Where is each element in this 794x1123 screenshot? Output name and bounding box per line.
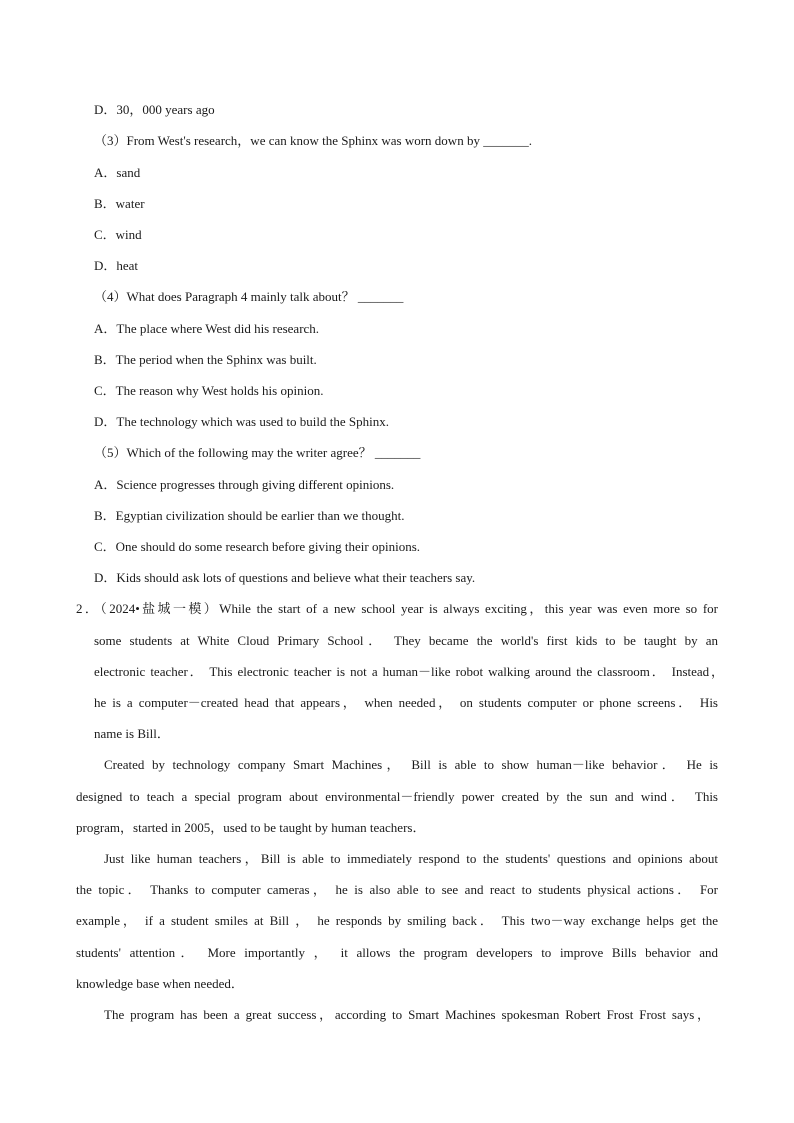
p2-para3-line: Just like human teachers，Bill is able to immediately respond to the students' questions and opinions about <box>104 851 718 866</box>
p2-para2-line: designed to teach a special program about environmental－friendly power created by the sun and wind． This <box>76 789 718 804</box>
q4-option-a: A．The place where West did his research. <box>94 321 320 336</box>
q5-option-b: B．Egyptian civilization should be earlier than we thought. <box>94 508 405 523</box>
p2-para1-line: electronic teacher． This electronic teacher is not a human－like robot walking around the classroom． Instead， <box>94 664 724 679</box>
q3-option-a: A．sand <box>94 165 141 180</box>
q5-option-d: D．Kids should ask lots of questions and believe what their teachers say. <box>94 570 476 585</box>
q5-option-a: A．Science progresses through giving different opinions. <box>94 477 395 492</box>
q3-option-d: D．heat <box>94 258 139 273</box>
q3-stem: （3）From West's research，we can know the Sphinx was worn down by _______. <box>94 133 532 148</box>
p2-para1-line: he is a computer－created head that appears， when needed， on students computer or phone screens． His <box>94 695 718 710</box>
q3-option-b: B．water <box>94 196 145 211</box>
q3-option-c: C．wind <box>94 227 142 242</box>
p2-para1-line: 2．（2024•盐城一模）While the start of a new school year is always exciting，this year was even more so for <box>76 601 718 616</box>
p2-para3-line: students' attention． More importantly ， it allows the program developers to improve Bills behavior and <box>76 945 718 960</box>
q4-stem: （4）What does Paragraph 4 mainly talk about？ _______ <box>94 289 404 304</box>
q5-option-c: C．One should do some research before giving their opinions. <box>94 539 421 554</box>
q4-option-b: B．The period when the Sphinx was built. <box>94 352 317 367</box>
q4-option-c: C．The reason why West holds his opinion. <box>94 383 324 398</box>
p2-para1-line: some students at White Cloud Primary School． They became the world's first kids to be taught by an <box>94 633 718 648</box>
p2-para3-line: the topic． Thanks to computer cameras， he is also able to see and react to students physical actions． For <box>76 882 718 897</box>
q5-stem: （5）Which of the following may the writer agree？ _______ <box>94 445 421 460</box>
p2-para1-line: name is Bill． <box>94 726 170 741</box>
q1-option-d: D．30，000 years ago <box>94 102 215 117</box>
q4-option-d: D．The technology which was used to build the Sphinx. <box>94 414 389 429</box>
p2-para2-line: Created by technology company Smart Machines， Bill is able to show human－like behavior． He is <box>104 757 718 772</box>
p2-para4-line: The program has been a great success，according to Smart Machines spokesman Robert Frost Frost says， <box>104 1007 710 1022</box>
p2-para3-line: knowledge base when needed． <box>76 976 244 991</box>
p2-para2-line: program，started in 2005，used to be taught by human teachers． <box>76 820 426 835</box>
p2-para3-line: example， if a student smiles at Bill ， he responds by smiling back． This two－way exchange helps get the <box>76 913 718 928</box>
